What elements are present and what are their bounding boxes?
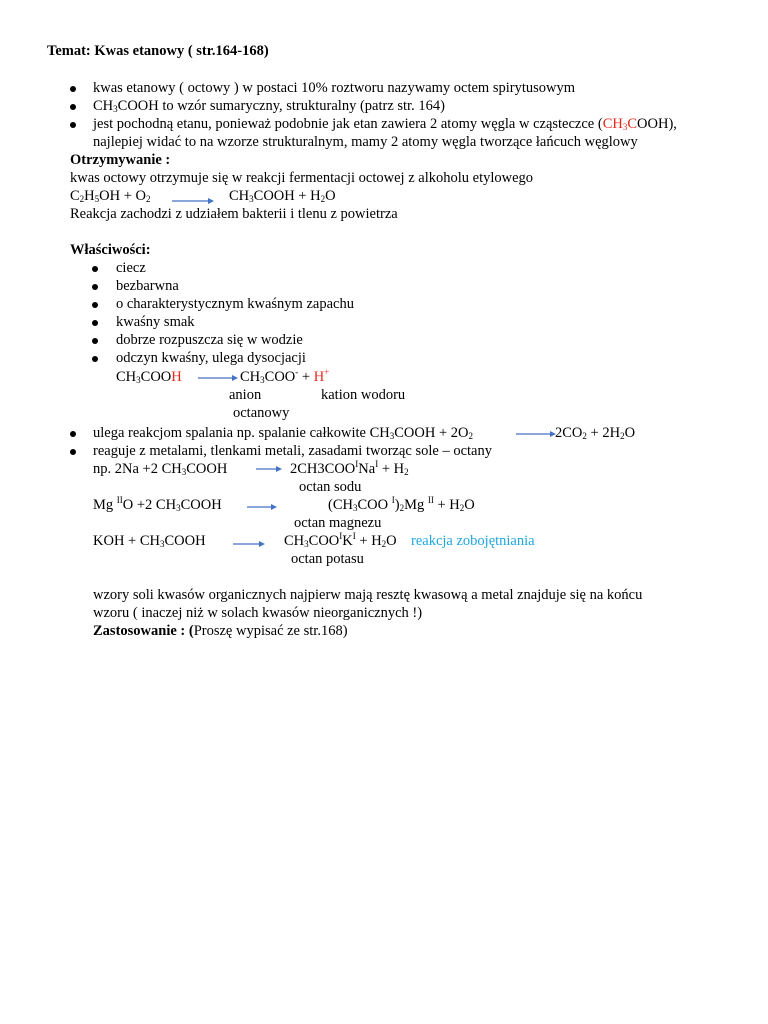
intro-item-1: kwas etanowy ( octowy ) w postaci 10% roztworu nazywamy octem spirytusowym <box>93 80 576 96</box>
potassium-reactants: KOH + $CH_3COOH$ <box>93 533 206 549</box>
section-heading-wlasciwosci: Właściwości: <box>70 242 151 258</box>
fermentation-products: $CH_3COOH + H_2O$ <box>229 188 336 204</box>
potassium-salt-name: octan potasu <box>291 551 364 567</box>
fermentation-reactants: $C_2H_5OH + O_2$ <box>70 188 151 204</box>
reaction-arrow-icon <box>247 502 277 512</box>
sodium-reactants: np. 2Na +2 $CH_3COOH$ <box>93 461 228 477</box>
potassium-products: $CH_3COO^IK^I + H_2O$ <box>284 531 397 549</box>
intro-item-2: $CH_3COOH$ to wzór sumaryczny, strukturalny (patrz str. 164) <box>93 98 445 114</box>
page-title: Temat: Kwas etanowy ( str.164-168) <box>47 43 269 59</box>
reaction-arrow-icon <box>256 464 282 474</box>
salt-formula-note-continued: wzoru ( inaczej niż w solach kwasów nieorganicznych !) <box>93 605 423 621</box>
bullet-icon <box>92 320 98 326</box>
reaction-arrow-icon <box>198 373 238 383</box>
bullet-icon <box>92 266 98 272</box>
dissociation-reactant: $CH_3COOH$ <box>116 369 182 385</box>
metals-reaction-text: reaguje z metalami, tlenkami metali, zasadami tworząc sole – octany <box>93 443 492 459</box>
property-item: ciecz <box>116 260 146 276</box>
bullet-icon <box>70 104 76 110</box>
bullet-icon <box>70 122 76 128</box>
bullet-icon <box>92 302 98 308</box>
bullet-icon <box>70 86 76 92</box>
reaction-arrow-icon <box>516 429 556 439</box>
bullet-icon <box>70 431 76 437</box>
dissociation-products: $CH_3COO^- + H^+$ <box>240 367 330 385</box>
intro-item-3: jest pochodną etanu, ponieważ podobnie jak etan zawiera 2 atomy węgla w cząsteczce $(CH_3COOH)$, <box>93 116 677 132</box>
bullet-icon <box>92 338 98 344</box>
combustion-products: $2CO_2 + 2H_2O$ <box>555 425 636 441</box>
cation-label: kation wodoru <box>321 387 406 403</box>
reaction-arrow-icon <box>233 539 265 549</box>
bullet-icon <box>70 449 76 455</box>
property-item: bezbarwna <box>116 278 179 294</box>
sodium-products: $2CH3COO^INa^I + H_2$ <box>290 459 409 477</box>
neutralization-note: reakcja zobojętniania <box>411 533 535 549</box>
property-item: odczyn kwaśny, ulega dysocjacji <box>116 350 306 366</box>
anion-label: anion <box>229 387 262 403</box>
section-heading-otrzymywanie: Otrzymywanie : <box>70 152 171 168</box>
bullet-icon <box>92 284 98 290</box>
magnesium-products: ($CH_3COO$ $^I)_2Mg$ $^{II} + H_2O$ <box>328 495 475 513</box>
bullet-icon <box>92 356 98 362</box>
property-item: o charakterystycznym kwaśnym zapachu <box>116 296 354 312</box>
anion-name: octanowy <box>233 405 290 421</box>
otrzymywanie-text: kwas octowy otrzymuje się w reakcji fermentacji octowej z alkoholu etylowego <box>70 170 534 186</box>
combustion-reaction: ulega reakcjom spalania np. spalanie całkowite $CH_3COOH + 2O_2$ <box>93 425 473 441</box>
magnesium-reactants: Mg $^{II}$O +2 $CH_3COOH$ <box>93 495 222 513</box>
otrzymywanie-note: Reakcja zachodzi z udziałem bakterii i tlenu z powietrza <box>70 206 398 222</box>
magnesium-salt-name: octan magnezu <box>294 515 382 531</box>
zastosowanie-line: Zastosowanie : (Proszę wypisać ze str.168) <box>93 623 348 639</box>
intro-item-3-continued: najlepiej widać to na wzorze strukturalnym, mamy 2 atomy węgla tworzące łańcuch węglowy <box>93 134 638 150</box>
property-item: kwaśny smak <box>116 314 195 330</box>
sodium-salt-name: octan sodu <box>299 479 362 495</box>
property-item: dobrze rozpuszcza się w wodzie <box>116 332 303 348</box>
salt-formula-note: wzory soli kwasów organicznych najpierw mają resztę kwasową a metal znajduje się na końcu <box>93 587 643 603</box>
